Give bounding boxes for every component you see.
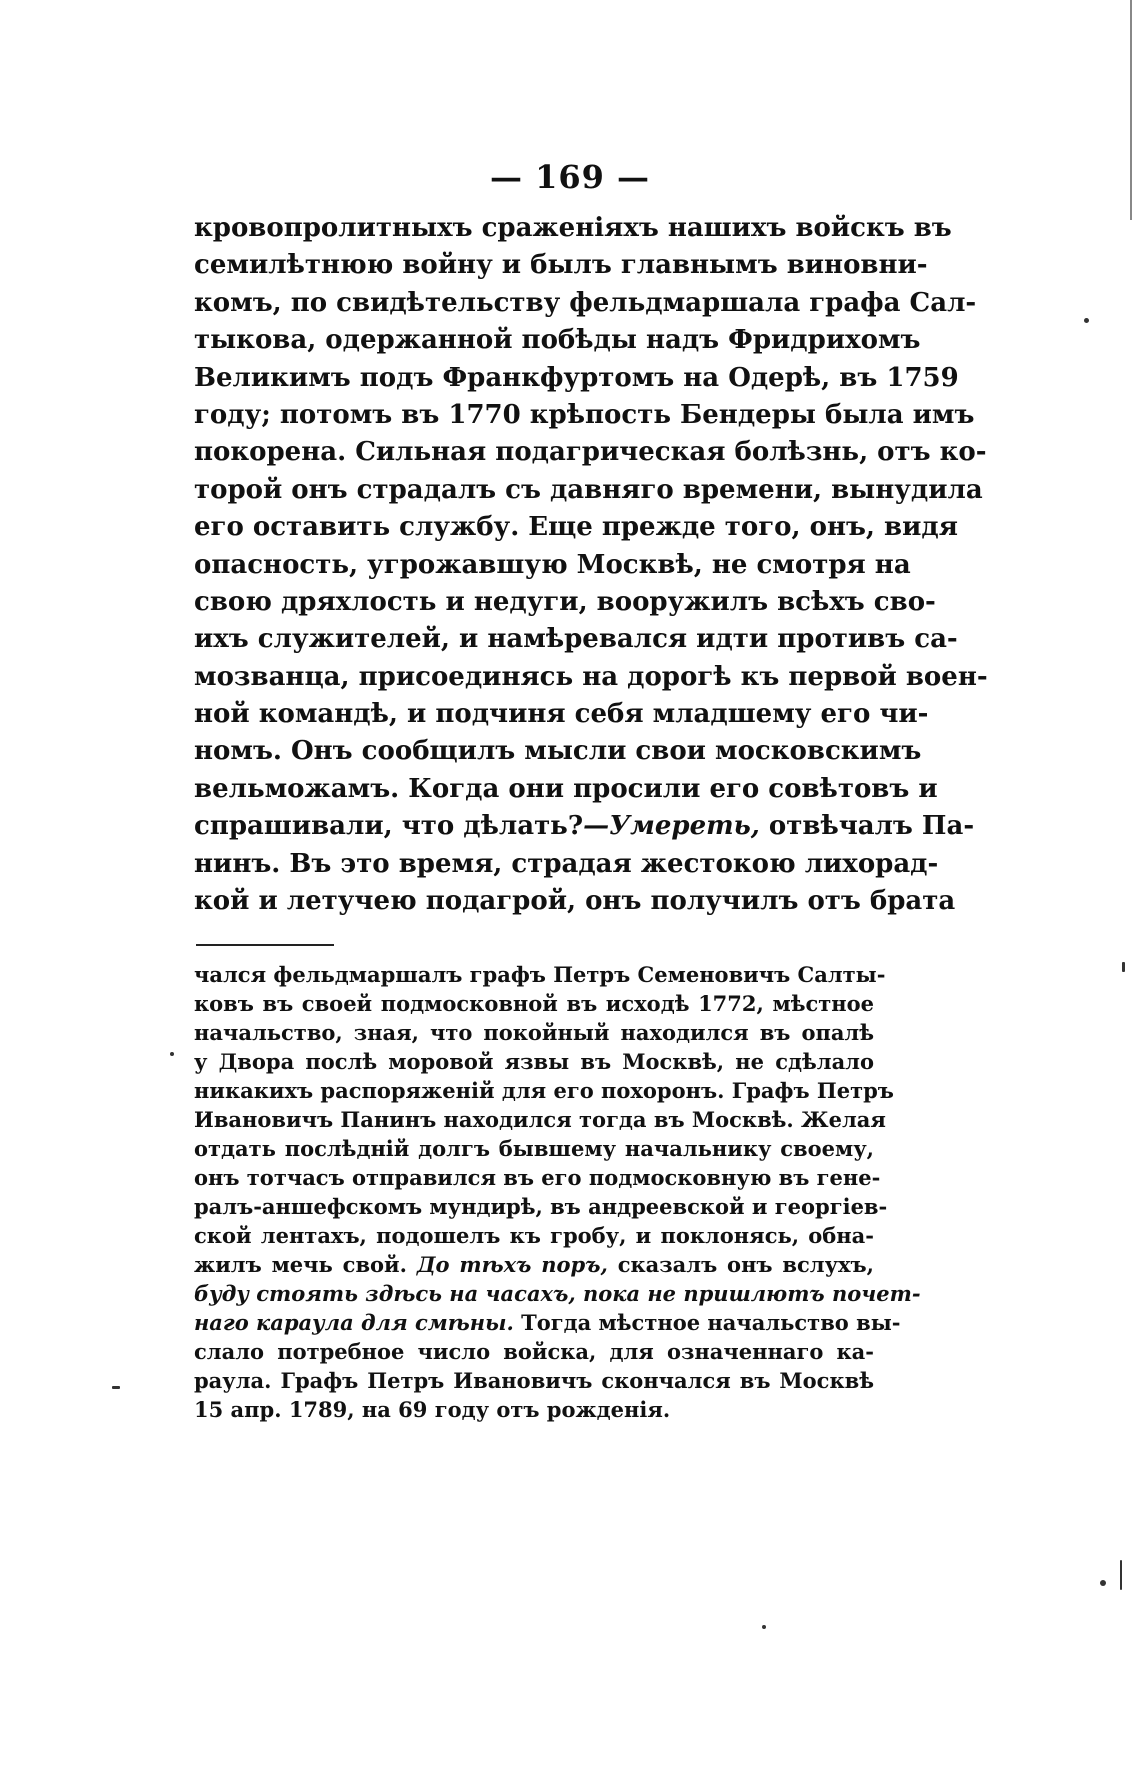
- text-line: ной командѣ, и подчиня себя младшему его чи-: [194, 699, 929, 730]
- text-line: мозванца, присоединясь на дорогѣ къ первой воен-: [194, 661, 988, 692]
- text-line: его оставить службу. Еще прежде того, онъ, видя: [194, 512, 958, 543]
- footnote-line: у Двора послѣ моровой язвы въ Москвѣ, не сдѣлало: [194, 1049, 874, 1074]
- page-number: — 169 —: [489, 158, 651, 196]
- text-line: свою дряхлость и недуги, вооружилъ всѣхъ сво-: [194, 586, 936, 617]
- footnote-block: [194, 960, 921, 1424]
- text-segment: Тогда мѣстное начальство вы-: [521, 1310, 901, 1335]
- print-speck: [170, 1052, 174, 1056]
- footnote-line: начальство, зная, что покойный находился въ опалѣ: [194, 1020, 874, 1045]
- text-line: торой онъ страдалъ съ давняго времени, вынудила: [194, 474, 983, 505]
- text-segment: спрашивали, что дѣлать?: [194, 811, 584, 842]
- print-speck: [762, 1625, 766, 1629]
- text-segment: отвѣчалъ Па-: [768, 811, 975, 842]
- footnote-line: раула. Графъ Петръ Ивановичъ скончался въ Москвѣ: [194, 1368, 874, 1393]
- text-line: Великимъ подъ Франкфуртомъ на Одерѣ, въ 1759: [194, 362, 959, 393]
- text-line: опасность, угрожавшую Москвѣ, не смотря на: [194, 549, 911, 580]
- text-line: семилѣтнюю войну и былъ главнымъ виновни-: [194, 250, 928, 281]
- footnote-line: онъ тотчасъ отправился въ его подмосковную въ гене-: [194, 1165, 881, 1190]
- text-line-mixed: [194, 808, 975, 845]
- print-speck: [1084, 318, 1089, 323]
- footnote-line-mixed: [194, 1308, 901, 1337]
- main-text-block: [194, 210, 988, 920]
- print-speck: [1100, 1580, 1106, 1586]
- italic-segment: —Умереть,: [583, 811, 760, 842]
- text-line: вельможамъ. Когда они просили его совѣтовъ и: [194, 773, 938, 804]
- footnote-separator: [196, 944, 334, 946]
- footnote-line: Ивановичъ Панинъ находился тогда въ Москвѣ. Желая: [194, 1107, 886, 1132]
- footnote-line-mixed: [194, 1250, 874, 1279]
- print-speck: [1120, 1560, 1122, 1590]
- footnote-line: никакихъ распоряженій для его похоронъ. Графъ Петръ: [194, 1078, 894, 1103]
- text-line: ихъ служителей, и намѣревался идти противъ са-: [194, 624, 958, 655]
- text-segment: жилъ мечь свой.: [194, 1252, 407, 1277]
- footnote-line: чался фельдмаршалъ графъ Петръ Семеновичъ Салты-: [194, 962, 886, 987]
- footnote-line: отдать послѣдній долгъ бывшему начальнику своему,: [194, 1136, 874, 1161]
- text-line: нинъ. Въ это время, страдая жестокою лихорад-: [194, 848, 939, 879]
- print-speck: [112, 1386, 120, 1389]
- footnote-line: слало потребное число войска, для означеннаго ка-: [194, 1339, 874, 1364]
- print-speck: [1122, 962, 1125, 972]
- footnote-line-italic: буду стоять здѣсь на часахъ, пока не пришлютъ почет-: [194, 1281, 921, 1306]
- italic-segment: наго караула для смѣны.: [194, 1310, 514, 1335]
- text-line: тыкова, одержанной побѣды надъ Фридрихомъ: [194, 325, 921, 356]
- text-line: покорена. Сильная подагрическая болѣзнь, отъ ко-: [194, 437, 987, 468]
- footnote-line: ковъ въ своей подмосковной въ исходѣ 1772, мѣстное: [194, 991, 874, 1016]
- footnote-line: ралъ-аншефскомъ мундирѣ, въ андреевской и георгіев-: [194, 1194, 888, 1219]
- text-line: кровопролитныхъ сраженіяхъ нашихъ войскъ въ: [194, 213, 952, 243]
- text-segment: сказалъ онъ вслухъ,: [617, 1252, 874, 1277]
- text-line: году; потомъ въ 1770 крѣпость Бендеры была имъ: [194, 399, 975, 430]
- footnote-line: 15 апр. 1789, на 69 году отъ рожденія.: [194, 1397, 671, 1422]
- footnote-line: ской лентахъ, подошелъ къ гробу, и поклонясь, обна-: [194, 1223, 874, 1248]
- italic-segment: До тѣхъ поръ,: [416, 1252, 608, 1277]
- text-line: комъ, по свидѣтельству фельдмаршала графа Сал-: [194, 287, 977, 318]
- text-line: кой и летучею подагрой, онъ получилъ отъ брата: [194, 886, 956, 917]
- text-line: номъ. Онъ сообщилъ мысли свои московскимъ: [194, 736, 922, 767]
